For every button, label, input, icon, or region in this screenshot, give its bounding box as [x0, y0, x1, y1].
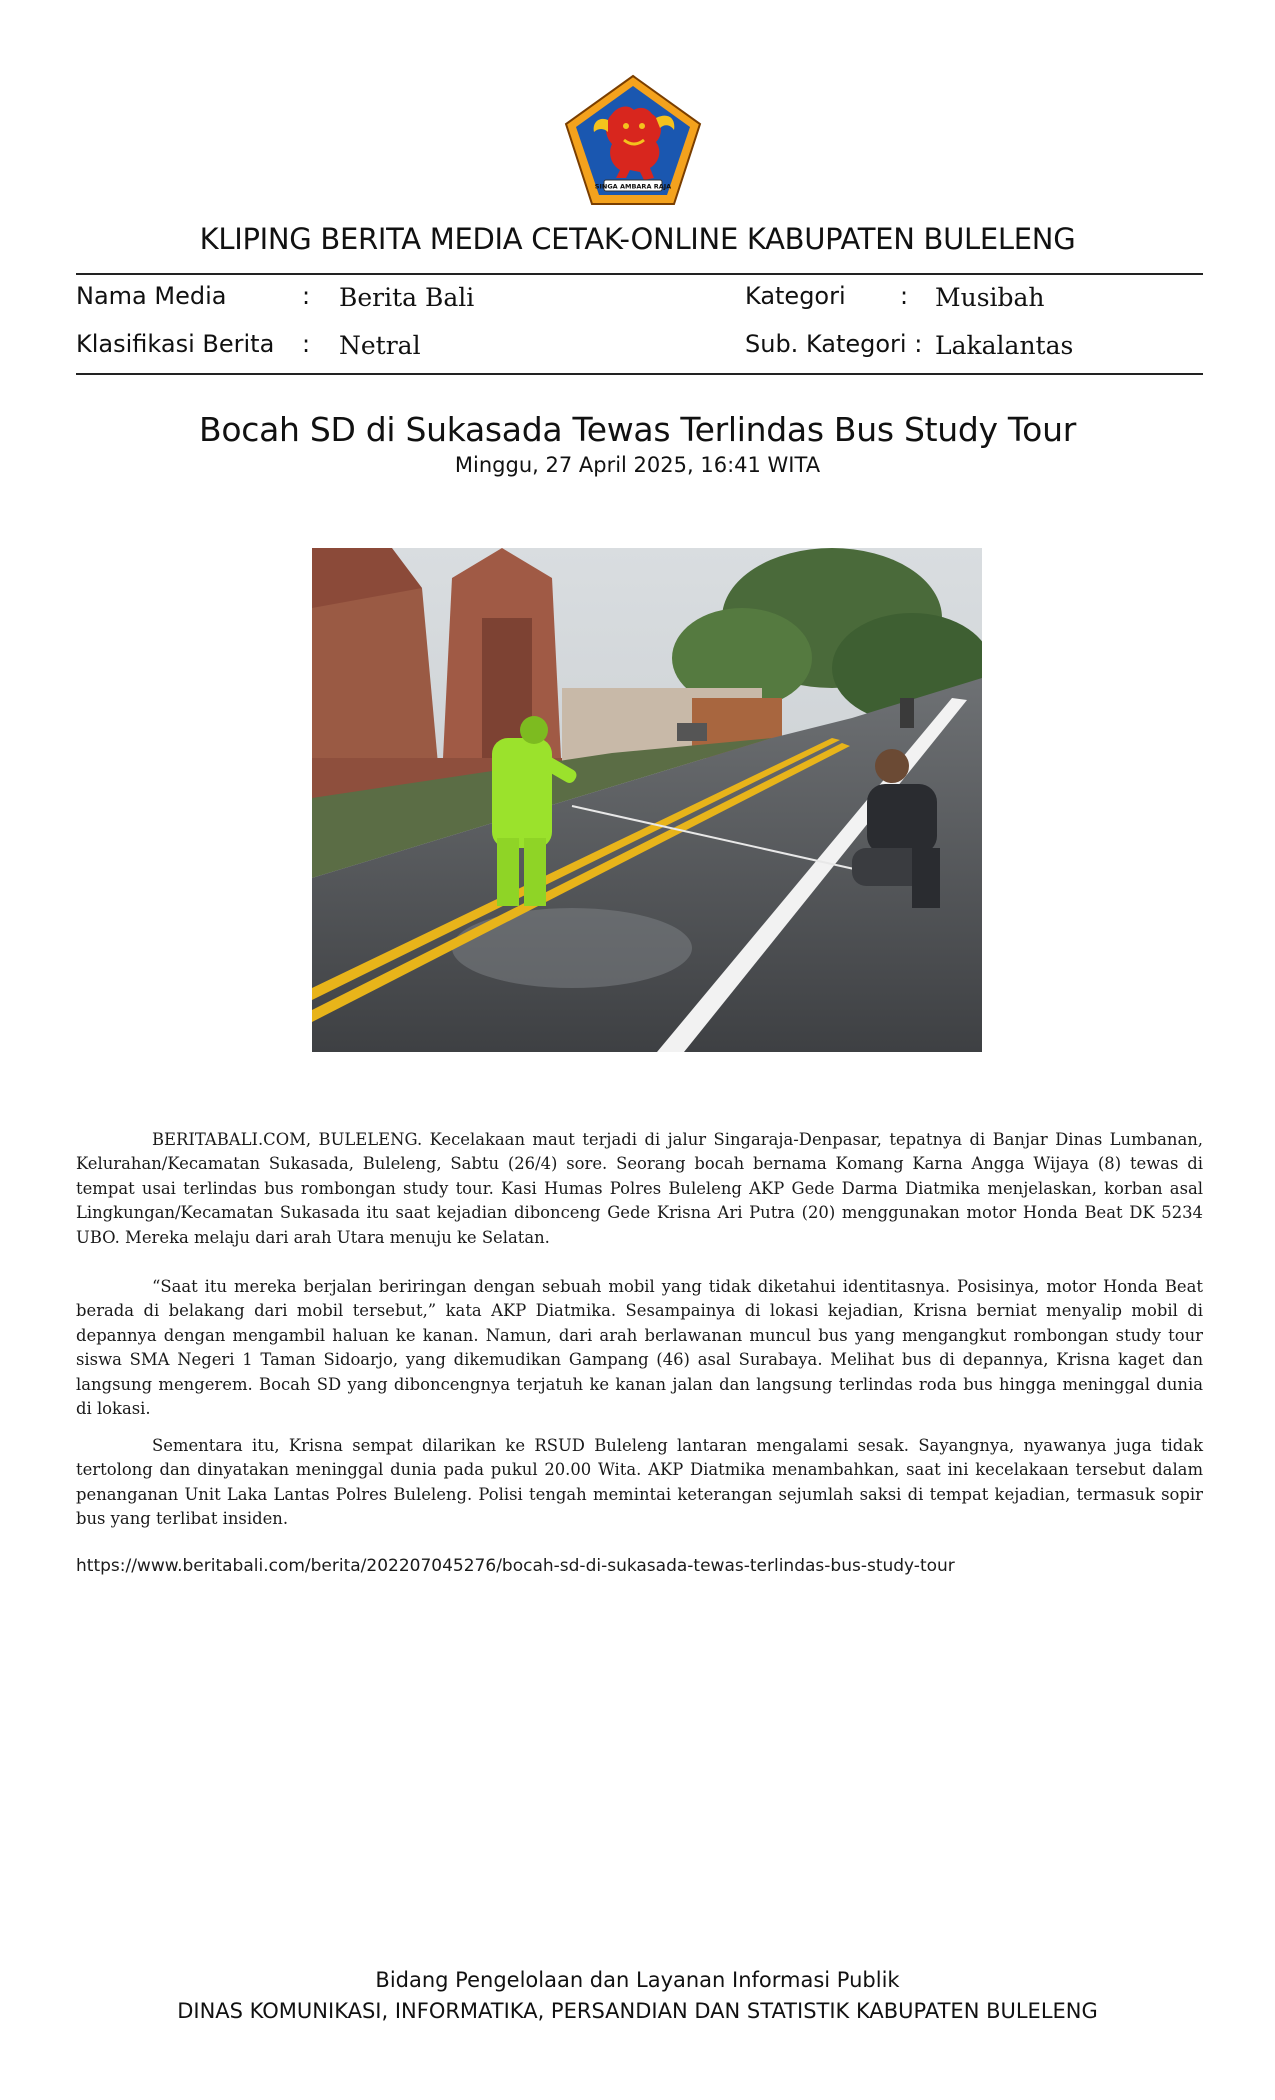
- article-title: Bocah SD di Sukasada Tewas Terlindas Bus Study Tour: [199, 410, 1076, 449]
- klasifikasi-value: Netral: [339, 331, 421, 360]
- source-url-link[interactable]: https://www.beritabali.com/berita/202207045276/bocah-sd-di-sukasada-tewas-terlindas-bus-study-tour: [76, 1556, 955, 1576]
- article-photo: [312, 548, 982, 1052]
- footer-agency: DINAS KOMUNIKASI, INFORMATIKA, PERSANDIAN DAN STATISTIK KABUPATEN BULELENG: [177, 1999, 1098, 2023]
- media-colon: :: [302, 282, 311, 310]
- logo-caption: SINGA AMBARA RAJA: [594, 182, 672, 191]
- klasifikasi-label: Klasifikasi Berita: [76, 330, 275, 358]
- footer-department: Bidang Pengelolaan dan Layanan Informasi Publik: [375, 1968, 900, 1992]
- article-date: Minggu, 27 April 2025, 16:41 WITA: [454, 453, 821, 477]
- header-top-rule: [76, 273, 1203, 275]
- clipping-header-title: KLIPING BERITA MEDIA CETAK-ONLINE KABUPATEN BULELENG: [199, 222, 1076, 256]
- article-paragraph: Sementara itu, Krisna sempat dilarikan ke RSUD Buleleng lantaran mengalami sesak. Sayangnya, nyawanya juga tidak tertolong dan dinyatakan meninggal dunia pada pukul 20.00 Wita. AKP Diatmika menambahkan, saat ini kecelakaan tersebut dalam penanganan Unit Laka Lantas Polres Buleleng. Polisi tengah memintai keterangan sejumlah saksi di tempat kejadian, termasuk sopir bus yang terlibat insiden.: [76, 1436, 1203, 1529]
- klasifikasi-colon: :: [302, 330, 311, 358]
- media-value: Berita Bali: [339, 283, 475, 312]
- subkategori-value: Lakalantas: [935, 331, 1074, 360]
- article-paragraph: BERITABALI.COM, BULELENG. Kecelakaan maut terjadi di jalur Singaraja-Denpasar, tepatnya di Banjar Dinas Lumbanan, Kelurahan/Kecamatan Sukasada, Buleleng, Sabtu (26/4) sore. Seorang bocah bernama Komang Karna Angga Wijaya (8) tewas di tempat usai terlindas bus rombongan study tour. Kasi Humas Polres Buleleng AKP Gede Darma Diatmika menjelaskan, korban asal Lingkungan/Kecamatan Sukasada itu saat kejadian dibonceng Gede Krisna Ari Putra (20) menggunakan motor Honda Beat DK 5234 UBO. Mereka melaju dari arah Utara menuju ke Selatan.: [76, 1130, 1203, 1247]
- kategori-label: Kategori: [745, 282, 846, 310]
- media-label: Nama Media: [76, 282, 227, 310]
- kategori-colon: :: [900, 282, 909, 310]
- header-bottom-rule: [76, 373, 1203, 375]
- buleleng-crest-logo: [564, 74, 702, 206]
- article-paragraph: “Saat itu mereka berjalan beriringan dengan sebuah mobil yang tidak diketahui identitasnya. Posisinya, motor Honda Beat berada di belakang dari mobil tersebut,” kata AKP Diatmika. Sesampainya di lokasi kejadian, Krisna berniat menyalip mobil di depannya dengan mengambil haluan ke kanan. Namun, dari arah berlawanan muncul bus yang mengangkut rombongan study tour siswa SMA Negeri 1 Taman Sidoarjo, yang dikemudikan Gampang (46) asal Surabaya. Melihat bus di depannya, Krisna kaget dan langsung mengerem. Bocah SD yang diboncengnya terjatuh ke kanan jalan dan langsung terlindas roda bus hingga meninggal dunia di lokasi.: [76, 1277, 1203, 1419]
- kategori-value: Musibah: [935, 283, 1045, 312]
- subkategori-label: Sub. Kategori :: [745, 330, 923, 358]
